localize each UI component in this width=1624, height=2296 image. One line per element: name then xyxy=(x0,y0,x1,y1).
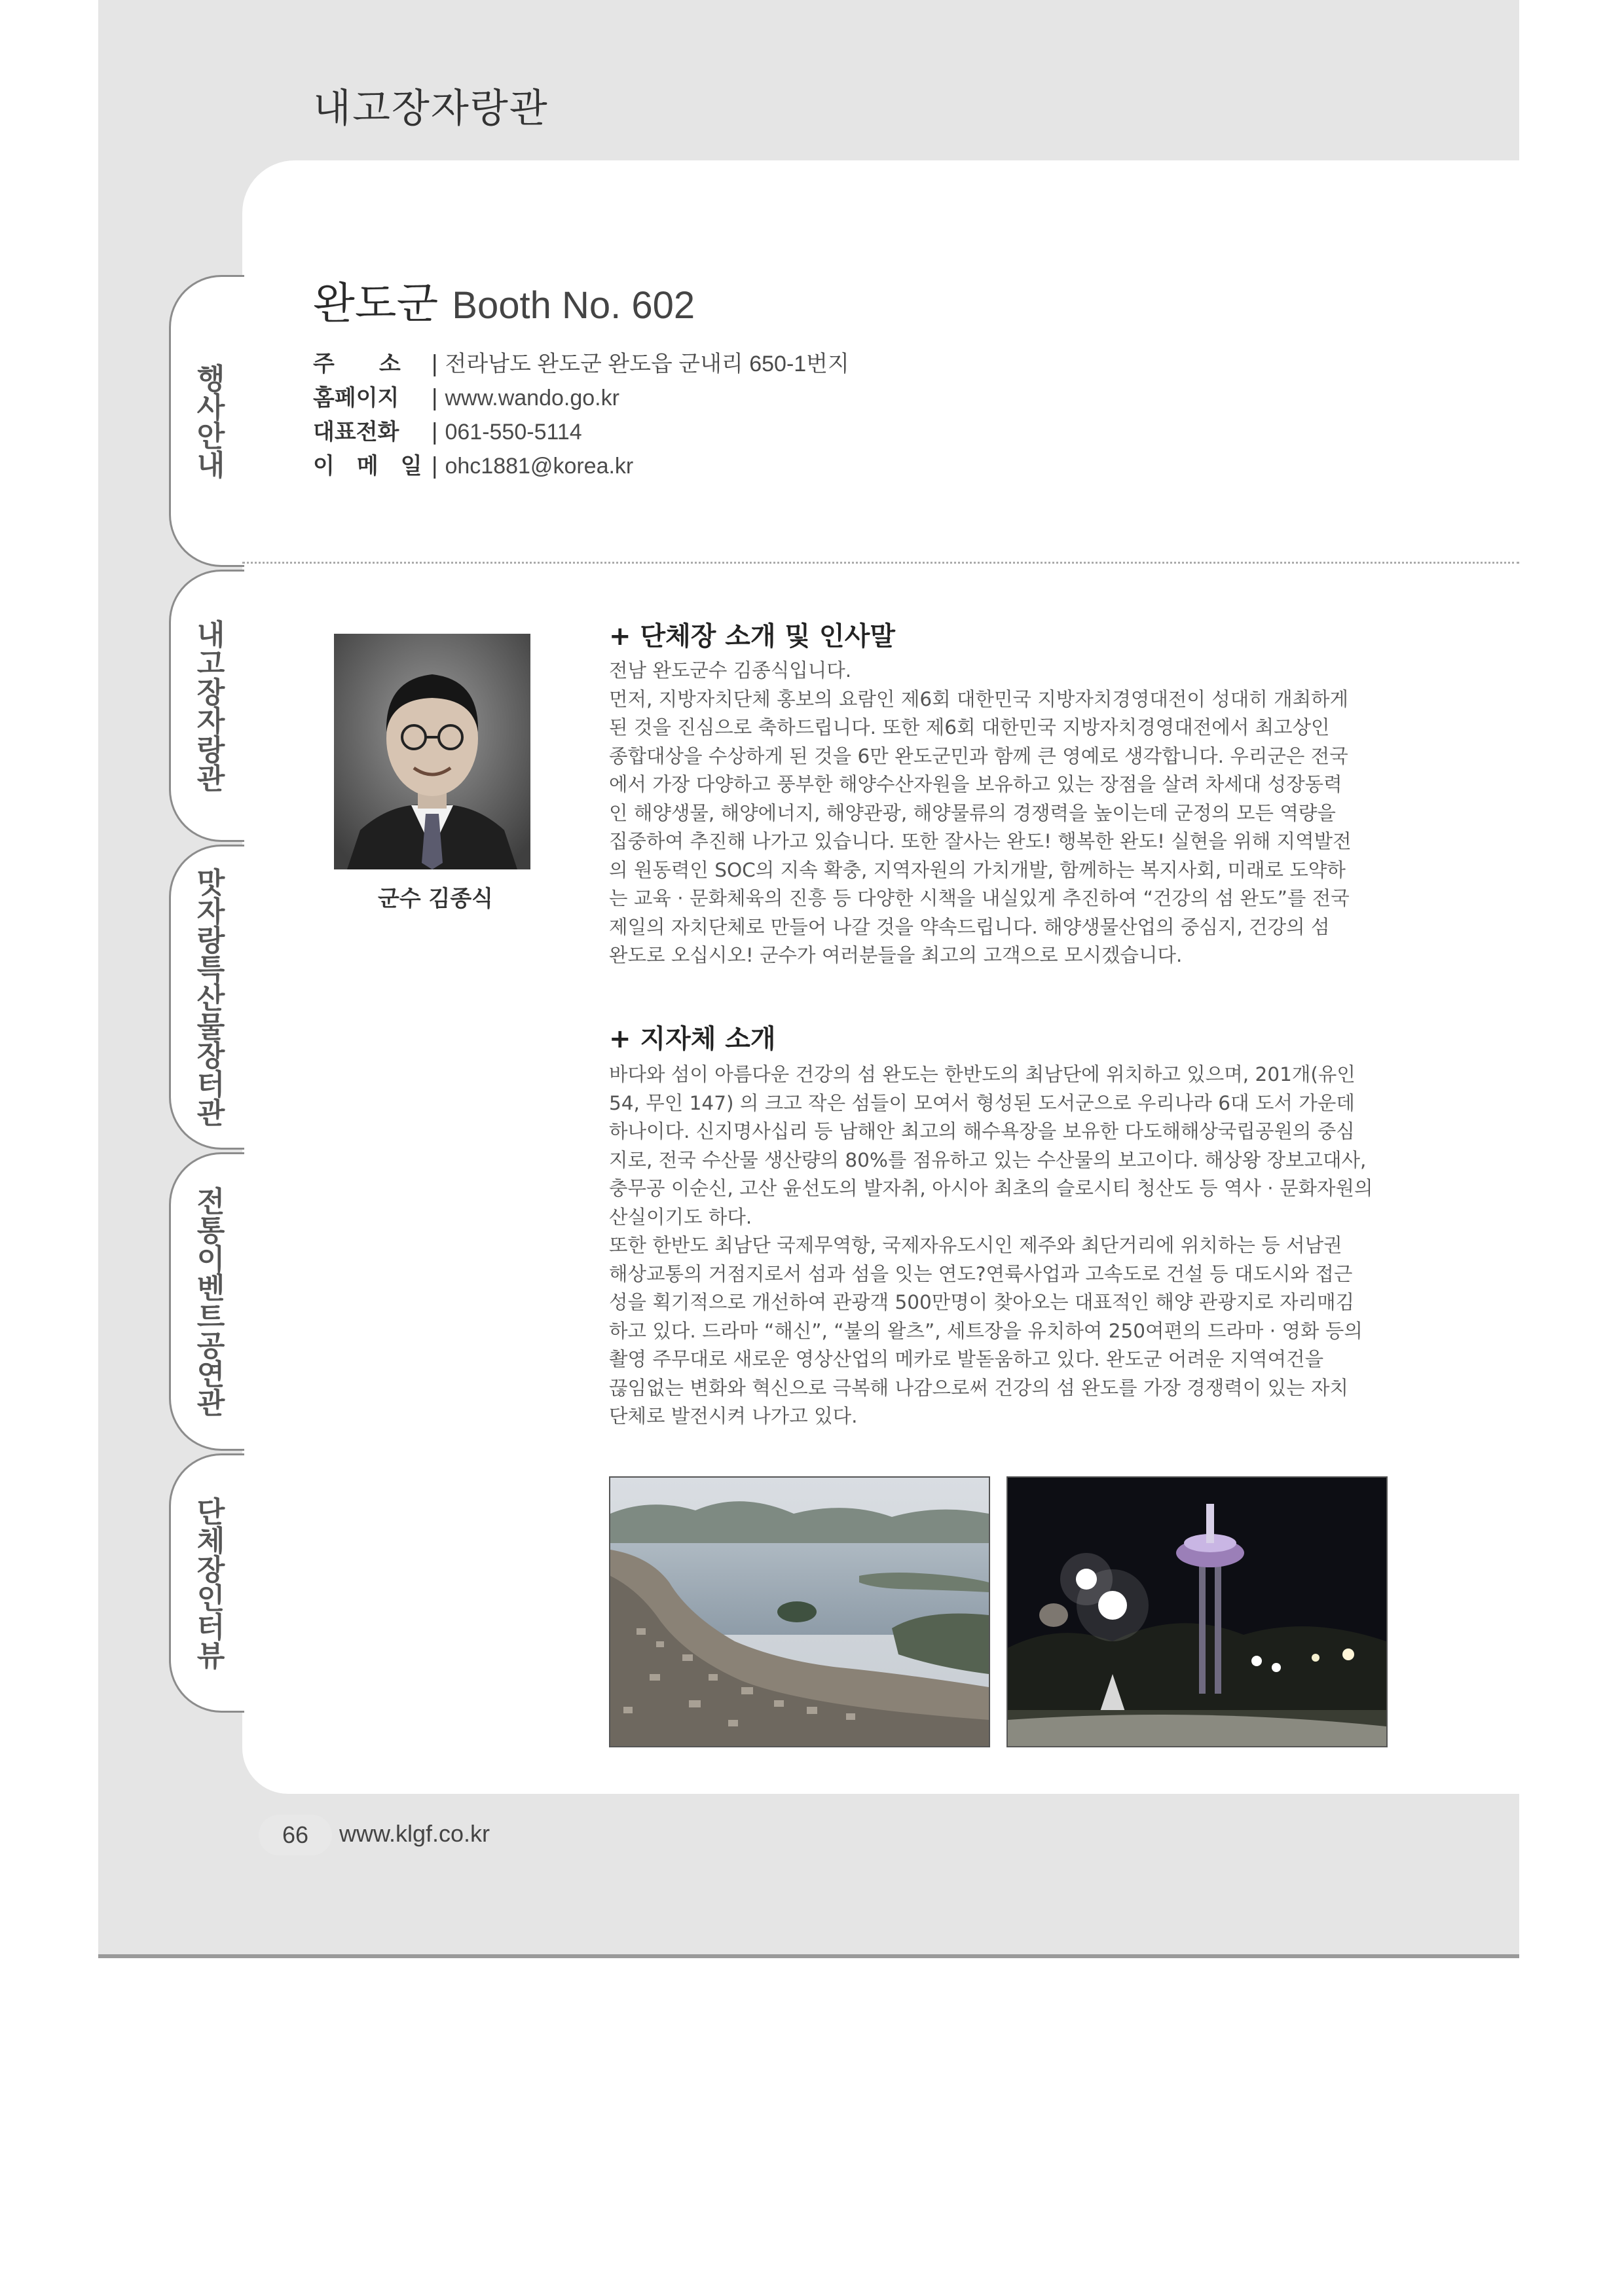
aerial-town-photo xyxy=(609,1476,990,1747)
night-tower-photo xyxy=(1006,1476,1388,1747)
text-line: 단체로 발전시켜 나가고 있다. xyxy=(609,1405,858,1427)
homepage-link[interactable]: www.wando.go.kr xyxy=(445,386,619,410)
email-label: 이 메 일 xyxy=(313,453,422,479)
text-line: 완도로 오십시오! 군수가 여러분들을 최고의 고객으로 모시겠습니다. xyxy=(609,944,1183,966)
text-line: 의 원동력인 SOC의 지속 확충, 지역자원의 가치개발, 함께하는 복지사회, 미래로 도약하 xyxy=(609,858,1346,881)
page-number: 66 xyxy=(259,1815,332,1855)
text-line: 인 해양생물, 해양에너지, 해양관광, 해양물류의 경쟁력을 높이는데 군정의 모든 역량을 xyxy=(609,801,1336,824)
email-row xyxy=(313,448,633,480)
text-line: 촬영 주무대로 새로운 영상산업의 메카로 발돋움하고 있다. 완도군 어려운 지역여건을 xyxy=(609,1348,1324,1370)
section-title-region: + 지자체 소개 xyxy=(609,1024,776,1054)
address-value: 전라남도 완도군 완도읍 군내리 650-1번지 xyxy=(445,352,849,376)
section-title-greeting: + 단체장 소개 및 인사말 xyxy=(609,621,895,651)
text-line: 성을 획기적으로 개선하여 관광객 500만명이 찾아오는 대표적인 해양 관광지로 자리매김 xyxy=(609,1291,1355,1313)
dotted-divider xyxy=(242,562,1519,564)
portrait-caption: 군수 김종식 xyxy=(377,886,494,912)
tab-label: 내고장자랑관 xyxy=(191,619,225,792)
leader-portrait xyxy=(334,634,530,869)
text-line: 에서 가장 다양하고 풍부한 해양수산자원을 보유하고 있는 장점을 살려 차세대 성장동력 xyxy=(609,773,1342,795)
footer-website-link[interactable]: www.klgf.co.kr xyxy=(339,1820,490,1847)
text-line: 산실이기도 하다. xyxy=(609,1205,752,1228)
greeting-text xyxy=(609,657,1382,970)
separator: | xyxy=(431,385,439,411)
text-line: 또한 한반도 최남단 국제무역항, 국제자유도시인 제주와 최단거리에 위치하는 등 서남권 xyxy=(609,1234,1342,1256)
booth-name: 완도군 xyxy=(313,278,439,329)
text-line: 바다와 섬이 아름다운 건강의 섬 완도는 한반도의 최남단에 위치하고 있으며, 201개(유인 xyxy=(609,1063,1356,1085)
text-line: 끊임없는 변화와 혁신으로 극복해 나감으로써 건강의 섬 완도를 가장 경쟁력이 있는 자치 xyxy=(609,1376,1349,1399)
homepage-label: 홈페이지 xyxy=(313,385,399,411)
phone-row xyxy=(313,414,582,446)
tab-label: 맛자랑특산물장터관 xyxy=(191,867,225,1127)
address-label: 주 소 xyxy=(313,351,401,377)
text-line: 하고 있다. 드라마 “해신”, “불의 왈츠”, 세트장을 유치하여 250여편의 드라마 · 영화 등의 xyxy=(609,1319,1363,1342)
text-line: 충무공 이순신, 고산 윤선도의 발자취, 아시아 최초의 슬로시티 청산도 등 역사 · 문화자원의 xyxy=(609,1177,1373,1199)
tab-food-market[interactable] xyxy=(169,845,244,1150)
page-bottom-rule xyxy=(98,1954,1519,1958)
section-header-title: 내고장자랑관 xyxy=(313,86,549,132)
text-line: 된 것을 진심으로 축하드립니다. 또한 제6회 대한민국 지방자치경영대전에서 최고상인 xyxy=(609,716,1330,738)
text-line: 는 교육 · 문화체육의 진흥 등 다양한 시책을 내실있게 추진하여 “건강의 섬 완도”를 전국 xyxy=(609,887,1350,909)
tab-leader-interview[interactable] xyxy=(169,1453,244,1713)
text-line: 집중하여 추진해 나가고 있습니다. 또한 잘사는 완도! 행복한 완도! 실현을 위해 지역발전 xyxy=(609,830,1352,852)
text-line: 하나이다. 신지명사십리 등 남해안 최고의 해수욕장을 보유한 다도해해상국립공원의 중심 xyxy=(609,1120,1355,1142)
tab-label: 단체장인터뷰 xyxy=(191,1497,225,1669)
homepage-row xyxy=(313,380,619,412)
text-line: 54, 무인 147) 의 크고 작은 섬들이 모여서 형성된 도서군으로 우리나라 6대 도서 가운데 xyxy=(609,1091,1355,1114)
text-line: 먼저, 지방자치단체 홍보의 요람인 제6회 대한민국 지방자치경영대전이 성대히 개최하게 xyxy=(609,687,1349,710)
tab-event-guide[interactable] xyxy=(169,275,244,567)
booth-title xyxy=(313,268,695,331)
tab-traditional-events[interactable] xyxy=(169,1152,244,1451)
region-text xyxy=(609,1061,1382,1431)
address-row xyxy=(313,346,849,378)
text-line: 전남 완도군수 김종식입니다. xyxy=(609,659,852,682)
text-line: 지로, 전국 수산물 생산량의 80%를 점유하고 있는 수산물의 보고이다. 해상왕 장보고대사, xyxy=(609,1148,1367,1171)
separator: | xyxy=(431,453,439,479)
tab-label: 행사안내 xyxy=(191,363,225,479)
separator: | xyxy=(431,419,439,445)
tab-hometown-pride[interactable] xyxy=(169,570,244,842)
text-line: 종합대상을 수상하게 된 것을 6만 완도군민과 함께 큰 영예로 생각합니다. 우리군은 전국 xyxy=(609,744,1348,767)
booth-number: Booth No. 602 xyxy=(452,284,695,327)
phone-label: 대표전화 xyxy=(313,419,399,445)
text-line: 제일의 자치단체로 만들어 나갈 것을 약속드립니다. 해양생물산업의 중심지, 건강의 섬 xyxy=(609,915,1330,938)
email-link[interactable]: ohc1881@korea.kr xyxy=(445,454,634,479)
tab-label: 전통이벤트공연관 xyxy=(191,1186,225,1417)
text-line: 해상교통의 거점지로서 섬과 섬을 잇는 연도?연륙사업과 고속도로 건설 등 대도시와 접근 xyxy=(609,1262,1353,1285)
phone-value: 061-550-5114 xyxy=(445,420,582,445)
separator: | xyxy=(431,351,439,377)
